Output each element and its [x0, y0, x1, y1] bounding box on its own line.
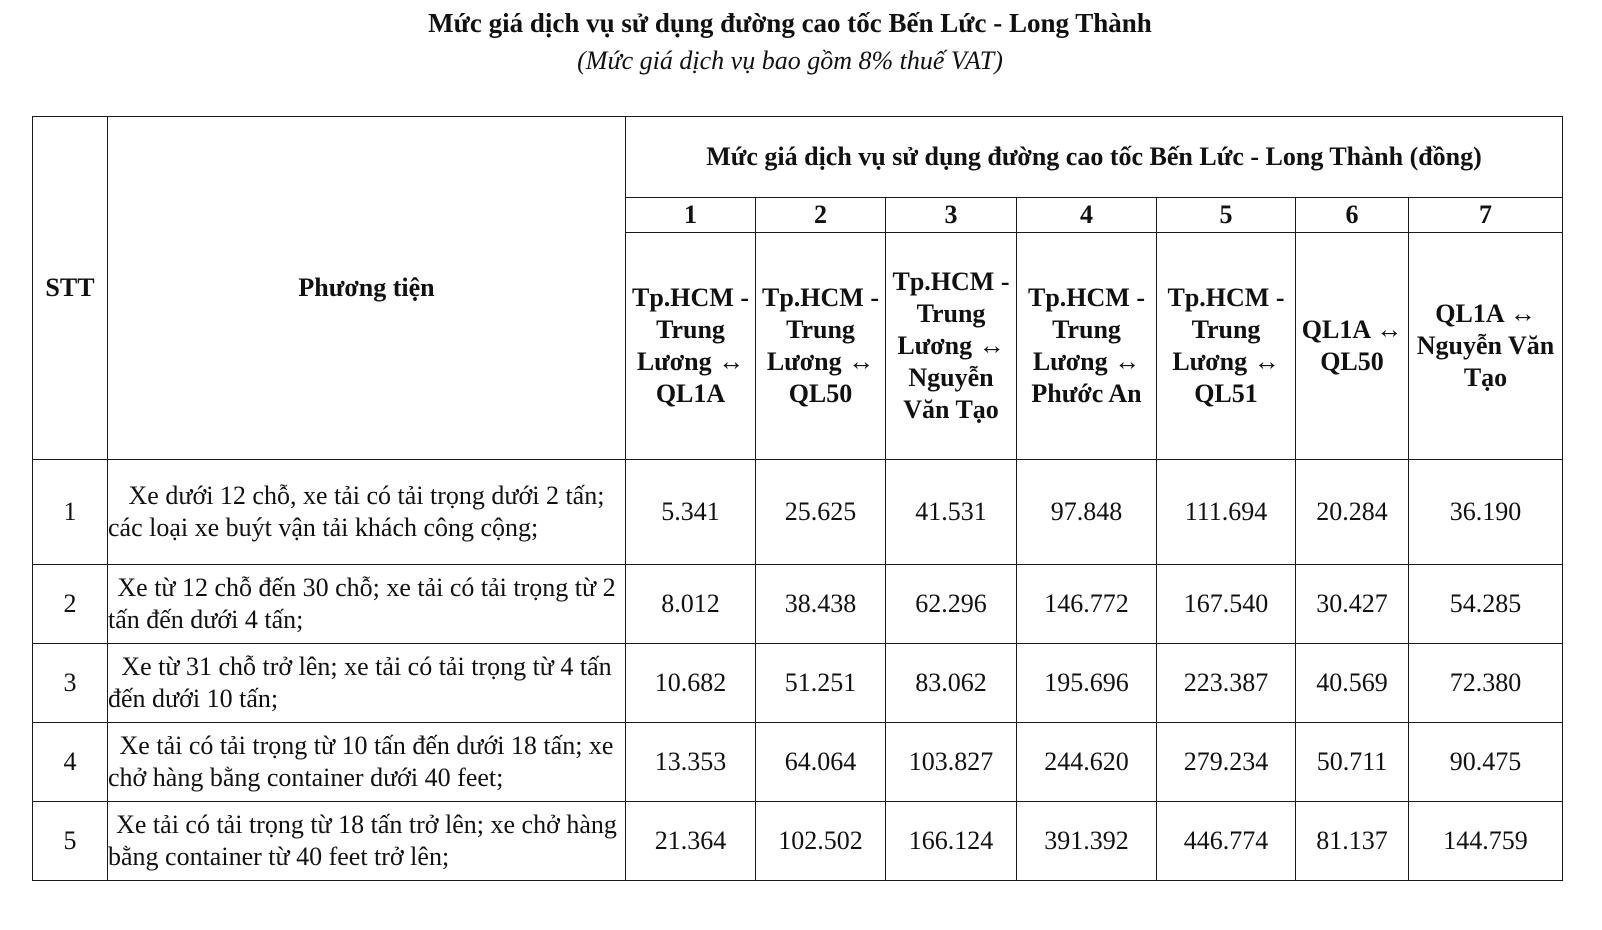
route-name: Tp.HCM - Trung Lương ↔ Phước An: [1017, 233, 1157, 460]
stt-header: STT: [33, 117, 108, 460]
route-number: 1: [626, 198, 756, 233]
route-name: QL1A ↔ QL50: [1296, 233, 1409, 460]
row-vehicle: Xe từ 31 chỗ trở lên; xe tải có tải trọng từ 4 tấn đến dưới 10 tấn;: [108, 644, 626, 723]
price-cell: 244.620: [1017, 723, 1157, 802]
price-cell: 36.190: [1409, 460, 1563, 565]
route-number: 2: [756, 198, 886, 233]
price-cell: 30.427: [1296, 565, 1409, 644]
price-cell: 5.341: [626, 460, 756, 565]
vehicle-header: Phương tiện: [108, 117, 626, 460]
row-vehicle: Xe tải có tải trọng từ 10 tấn đến dưới 18 tấn; xe chở hàng bằng container dưới 40 feet;: [108, 723, 626, 802]
price-cell: 102.502: [756, 802, 886, 881]
route-name: Tp.HCM - Trung Lương ↔ QL1A: [626, 233, 756, 460]
route-number: 6: [1296, 198, 1409, 233]
price-cell: 40.569: [1296, 644, 1409, 723]
row-stt: 1: [33, 460, 108, 565]
table-row: [33, 644, 1563, 723]
price-cell: 167.540: [1157, 565, 1296, 644]
table-row: [33, 802, 1563, 881]
price-cell: 83.062: [886, 644, 1017, 723]
price-cell: 146.772: [1017, 565, 1157, 644]
row-vehicle: Xe dưới 12 chỗ, xe tải có tải trọng dưới 2 tấn; các loại xe buýt vận tải khách công cộng;: [108, 460, 626, 565]
price-cell: 20.284: [1296, 460, 1409, 565]
row-vehicle: Xe từ 12 chỗ đến 30 chỗ; xe tải có tải trọng từ 2 tấn đến dưới 4 tấn;: [108, 565, 626, 644]
price-cell: 81.137: [1296, 802, 1409, 881]
price-cell: 103.827: [886, 723, 1017, 802]
price-cell: 111.694: [1157, 460, 1296, 565]
price-cell: 64.064: [756, 723, 886, 802]
row-vehicle: Xe tải có tải trọng từ 18 tấn trở lên; xe chở hàng bằng container từ 40 feet trở lên;: [108, 802, 626, 881]
row-stt: 4: [33, 723, 108, 802]
price-cell: 279.234: [1157, 723, 1296, 802]
price-cell: 391.392: [1017, 802, 1157, 881]
price-header: Mức giá dịch vụ sử dụng đường cao tốc Bến Lức - Long Thành (đồng): [626, 117, 1563, 198]
price-cell: 50.711: [1296, 723, 1409, 802]
table-row: [33, 460, 1563, 565]
price-cell: 8.012: [626, 565, 756, 644]
route-name: Tp.HCM - Trung Lương ↔ QL50: [756, 233, 886, 460]
price-cell: 51.251: [756, 644, 886, 723]
price-cell: 62.296: [886, 565, 1017, 644]
price-cell: 72.380: [1409, 644, 1563, 723]
route-number: 5: [1157, 198, 1296, 233]
route-number: 3: [886, 198, 1017, 233]
route-name: Tp.HCM - Trung Lương ↔ QL51: [1157, 233, 1296, 460]
route-name: QL1A ↔ Nguyễn Văn Tạo: [1409, 233, 1563, 460]
table-row: [33, 565, 1563, 644]
price-cell: 97.848: [1017, 460, 1157, 565]
price-cell: 166.124: [886, 802, 1017, 881]
price-cell: 10.682: [626, 644, 756, 723]
price-cell: 41.531: [886, 460, 1017, 565]
price-cell: 144.759: [1409, 802, 1563, 881]
document-subtitle: (Mức giá dịch vụ bao gồm 8% thuế VAT): [577, 46, 1003, 75]
price-cell: 21.364: [626, 802, 756, 881]
price-cell: 38.438: [756, 565, 886, 644]
row-stt: 5: [33, 802, 108, 881]
price-cell: 25.625: [756, 460, 886, 565]
table-row: [33, 723, 1563, 802]
route-number: 7: [1409, 198, 1563, 233]
toll-fee-table: [32, 116, 1563, 881]
price-cell: 13.353: [626, 723, 756, 802]
price-cell: 195.696: [1017, 644, 1157, 723]
price-cell: 54.285: [1409, 565, 1563, 644]
row-stt: 2: [33, 565, 108, 644]
price-cell: 223.387: [1157, 644, 1296, 723]
document-title: Mức giá dịch vụ sử dụng đường cao tốc Bến Lức - Long Thành: [428, 8, 1152, 38]
price-cell: 90.475: [1409, 723, 1563, 802]
price-cell: 446.774: [1157, 802, 1296, 881]
row-stt: 3: [33, 644, 108, 723]
route-name: Tp.HCM - Trung Lương ↔ Nguyễn Văn Tạo: [886, 233, 1017, 460]
route-number: 4: [1017, 198, 1157, 233]
